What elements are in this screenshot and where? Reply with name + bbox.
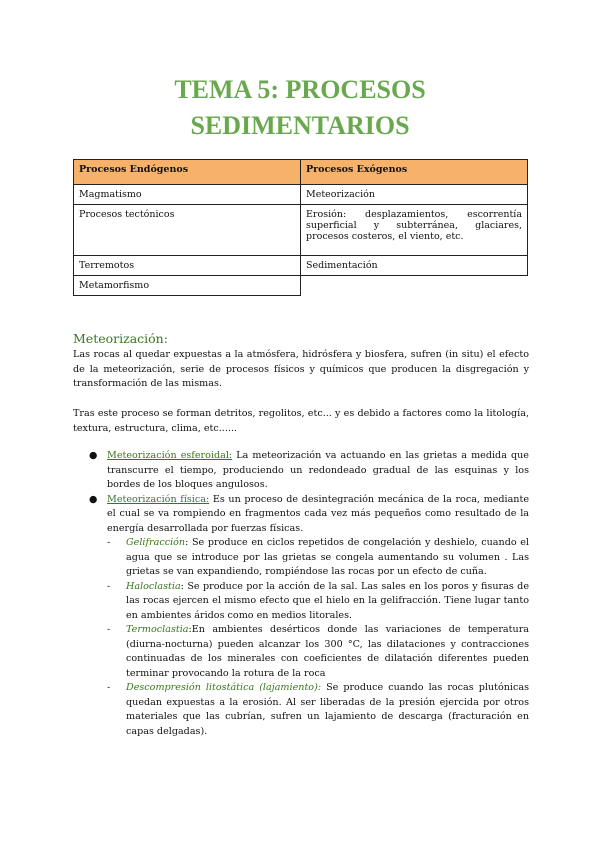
processes-table: [73, 159, 528, 296]
paragraph: Tras este proceso se forman detritos, regolitos, etc... y es debido a factores como la litología, textura, estructura, clima, etc......: [73, 408, 529, 434]
paragraph: Las rocas al quedar expuestas a la atmósfera, hidrósfera y biosfera, sufren (in situ) el efecto de la meteorización, serie de procesos físicos y químicos que producen la disgregación y transformación de las mismas.: [73, 349, 529, 389]
table-row: [74, 276, 528, 296]
header-endogenous: Procesos Endógenos: [74, 160, 301, 185]
table-header-row: [74, 160, 528, 185]
table-cell: Meteorización: [301, 185, 528, 205]
sub-item-text: Se produce cuando las rocas plutónicas quedan expuestas a la erosión. Al ser liberadas de la presión ejercida por otros materiales que las cubrían, sufren un lajamiento de descarga (fracturación en capas delgadas).: [126, 682, 529, 737]
list-item: [73, 493, 529, 740]
sub-item-term: Gelifracción: [126, 537, 186, 548]
list-item: [73, 449, 529, 493]
section-heading: Meteorización:: [73, 331, 168, 346]
list-item-text: La meteorización va actuando en las grietas a medida que transcurre el tiempo, produciendo un redondeado gradual de las esquinas y los bordes de los bloques angulosos.: [107, 450, 529, 490]
sub-list: [107, 536, 529, 739]
table-row: [74, 185, 528, 205]
list-item-term: Meteorización física:: [107, 493, 210, 505]
table-cell: Magmatismo: [74, 185, 301, 205]
page-title: [0, 72, 600, 144]
sub-item-term: Descompresión litostática (lajamiento):: [126, 682, 322, 693]
table-cell: Metamorfismo: [74, 276, 301, 296]
title-line-2: SEDIMENTARIOS: [190, 111, 410, 140]
sub-item-text: : Se produce por la acción de la sal. Las sales en los poros y fisuras de las rocas ejercen el mismo efecto que el hielo en la gelifracción. Tiene lugar tanto en ambientes áridos como en medios litorales.: [126, 580, 529, 621]
list-item-term: Meteorización esferoidal:: [107, 450, 233, 461]
list-item-text: Es un proceso de desintegración mecánica de la roca, mediante el cual se va rompiendo en fragmentos cada vez más pequeños como resultado de la energía desarrollada por fuerzas físicas.: [107, 493, 530, 534]
table-row: [74, 205, 528, 256]
sub-item-text: :En ambientes desérticos donde las variaciones de temperatura (diurna-nocturna) pueden alcanzar los 300 °C, las dilataciones y contracciones continuadas de los minerales con coeficientes de dilatación diferentes pueden terminar provocando la rotura de la roca: [126, 624, 529, 679]
bullet-icon: ●: [89, 493, 98, 505]
sub-item-term: Haloclastia: [126, 580, 181, 592]
dash-icon: -: [107, 580, 111, 592]
table-cell: Procesos tectónicos: [74, 205, 301, 256]
bullet-list: [73, 449, 529, 739]
dash-icon: -: [107, 682, 111, 693]
sub-list-item: [107, 623, 529, 681]
bullet-icon: ●: [89, 450, 98, 461]
table-cell: Erosión: desplazamientos, escorrentía superficial y subterránea, glaciares, procesos costeros, el viento, etc.: [301, 205, 528, 256]
dash-icon: -: [107, 537, 111, 548]
sub-list-item: [107, 580, 529, 624]
table-cell: Terremotos: [74, 256, 301, 276]
sub-item-text: : Se produce en ciclos repetidos de congelación y deshielo, cuando el agua que se introduce por las grietas se congela aumentando su volumen . Las grietas se van expandiendo, rompiéndose las rocas por un efecto de cuña.: [126, 537, 529, 577]
header-exogenous: Procesos Exógenos: [301, 160, 528, 185]
table-cell: Sedimentación: [301, 256, 528, 276]
sub-item-term: Termoclastia: [126, 624, 189, 635]
title-line-1: TEMA 5: PROCESOS: [174, 75, 426, 104]
sub-list-item: [107, 681, 529, 739]
sub-list-item: [107, 536, 529, 580]
table-row: [74, 256, 528, 276]
dash-icon: -: [107, 624, 111, 635]
table-cell-empty: [301, 276, 528, 296]
